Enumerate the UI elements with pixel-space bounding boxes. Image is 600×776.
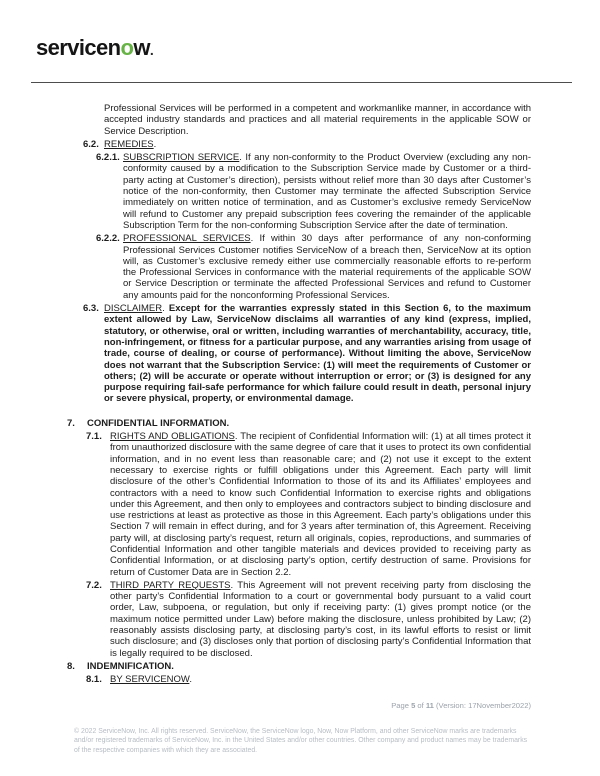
logo-green-o: o (120, 35, 134, 60)
section-7-1 (0, 431, 600, 578)
section-text: . The recipient of Confidential Information will: (1) at all times protect it from unauthorized disclosure with the same degree of care that it uses to protect its own confidential information, and in no event less than reasonable care; and (2) not use it except to the extent necessary to exercise rights or fulfill obligations under this Agreement. Each party will limit disclosure of the other’s Confidential Information to those of its and its Affiliates’ employees and contractors with a need to know such Confidential Information to exercise rights and obligations under this Agreement, and then only to employees and contractors subject to binding disclosure and use restrictions at least as protective as those in this Agreement. Each party’s obligations under this Section 7 will remain in effect during, and for 3 years after termination of, this Agreement. Receiving party will, at disclosing party’s request, return all originals, copies, reproductions, and summaries of Confidential Information and other tangible materials and devices provided to receiving party as Confidential Information, or at disclosing party’s option, certify destruction of same. Provisions for return of Customer Data are in Section 2.2. (110, 431, 531, 578)
section-number: 6.3. (83, 303, 99, 315)
section-text: . (189, 674, 193, 686)
section-8-heading (0, 661, 600, 672)
section-bold-text: Except for the warranties expressly stated in this Section 6, to the maximum extent allowed by Law, ServiceNow disclaims all warranties of any kind (express, implied, statutory, or otherwise, oral or written, including warranties of merchantability, accuracy, title, non-infringement, or fitness for a particular purpose, and any warranties arising from usage of trade, course of dealing, or course of performance). Without limiting the above, ServiceNow does not warrant that the Subscription Service: (1) will meet the requirements of Customer or others; (2) will be accurate or operate without interruption or error; or (3) is designed for any purpose requiring fail-safe performance for which failure could result in death, personal injury or severe physical, property, or environmental damage. (104, 303, 532, 405)
footer-page-indicator (391, 701, 531, 710)
page-total: 11 (425, 701, 434, 710)
paragraph-text: Professional Services will be performed in a competent and workmanlike manner, in accordance with accepted industry standards and practices and all material requirements in the applicable SOW or Service Description. (104, 103, 531, 137)
section-number: 7. (67, 417, 75, 429)
document-body (0, 103, 600, 688)
page-of-label: of (415, 701, 426, 710)
section-heading-label: PROFESSIONAL SERVICES (123, 233, 251, 245)
footer-copyright (74, 727, 534, 755)
header-divider (31, 82, 572, 83)
copyright-text: © 2022 ServiceNow, Inc. All rights reserved. ServiceNow, the ServiceNow logo, Now, Now Platform, and other ServiceNow marks are trademarks and/or registered trademarks of ServiceNow, Inc. in the United States and/or other countries. Other company and product names may be trademarks of the respective companies with which they are associated. (74, 728, 528, 754)
section-text: . If within 30 days after performance of any non-conforming Professional Services Customer notifies ServiceNow of a breach then, ServiceNow at its option will, as Customer’s exclusive remedy either use commercially reasonable efforts to re-perform the Professional Services in conformance with the material requirements of the applicable SOW or Service Description or terminate the affected Professional Services and refund to Customer any amounts paid for the nonconforming Professional Services. (123, 233, 531, 301)
section-7-2 (0, 580, 600, 659)
intro-paragraph (0, 103, 600, 137)
logo-dot: . (149, 42, 154, 58)
section-6-2-1 (0, 152, 600, 231)
section-heading-label: BY SERVICENOW (110, 674, 190, 686)
section-7-heading (0, 418, 600, 429)
section-number: 6.2.1. (96, 152, 120, 164)
section-6-3 (0, 303, 600, 405)
version-label: (Version: 17November2022) (433, 701, 531, 710)
section-heading-label: CONFIDENTIAL INFORMATION. (87, 417, 230, 429)
section-heading-label: THIRD PARTY REQUESTS (110, 579, 231, 591)
section-heading-label: SUBSCRIPTION SERVICE (123, 152, 240, 164)
section-heading-label: RIGHTS AND OBLIGATIONS (110, 431, 235, 443)
section-heading-label: REMEDIES (104, 138, 154, 150)
section-text: . This Agreement will not prevent receiving party from disclosing the other party’s Confidential Information to a court or governmental body pursuant to a valid court order, Law, subpoena, or regulation, but only if receiving party: (1) gives prompt notice (or the maximum notice permitted under Law) before making the disclosure, unless prohibited by Law; (2) reasonably assists disclosing party, at disclosing party’s cost, in its lawful efforts to resist or limit such disclosure; and (3) discloses only that portion of disclosing party’s Confidential Information that is legally required to be disclosed. (110, 579, 532, 659)
section-6-2 (0, 139, 600, 150)
section-heading-label: INDEMNIFICATION. (87, 660, 174, 672)
section-number: 8.1. (86, 674, 102, 686)
section-number: 7.2. (86, 579, 102, 591)
section-number: 7.1. (86, 431, 102, 443)
section-6-2-2 (0, 233, 600, 301)
section-number: 6.2. (83, 138, 99, 150)
section-text: . (153, 138, 157, 150)
section-text: . (162, 303, 169, 315)
page-number: 5 (411, 701, 416, 710)
section-number: 8. (67, 660, 75, 672)
section-number: 6.2.2. (96, 233, 120, 245)
section-8-1 (0, 674, 600, 685)
logo-text-w: w (133, 35, 150, 60)
section-heading-label: DISCLAIMER (104, 303, 163, 315)
section-text: . If any non-conformity to the Product Overview (excluding any non-conformity caused by a modification to the Subscription Service made by Customer or a third-party acting at Customer’s direction), persists without relief more than 30 days after Customer’s notice of the non-conformity, then Customer may terminate the affected Subscription Service immediately on written notice of termination, and as Customer’s exclusive remedy ServiceNow will refund to Customer any prepaid subscription fees covering the remainder of the applicable Subscription Term for the non-conforming Subscription Service after the date of termination. (123, 152, 532, 231)
page-label: Page (391, 701, 412, 710)
servicenow-logo (36, 36, 153, 62)
logo-text-servicen: servicen (36, 35, 121, 60)
